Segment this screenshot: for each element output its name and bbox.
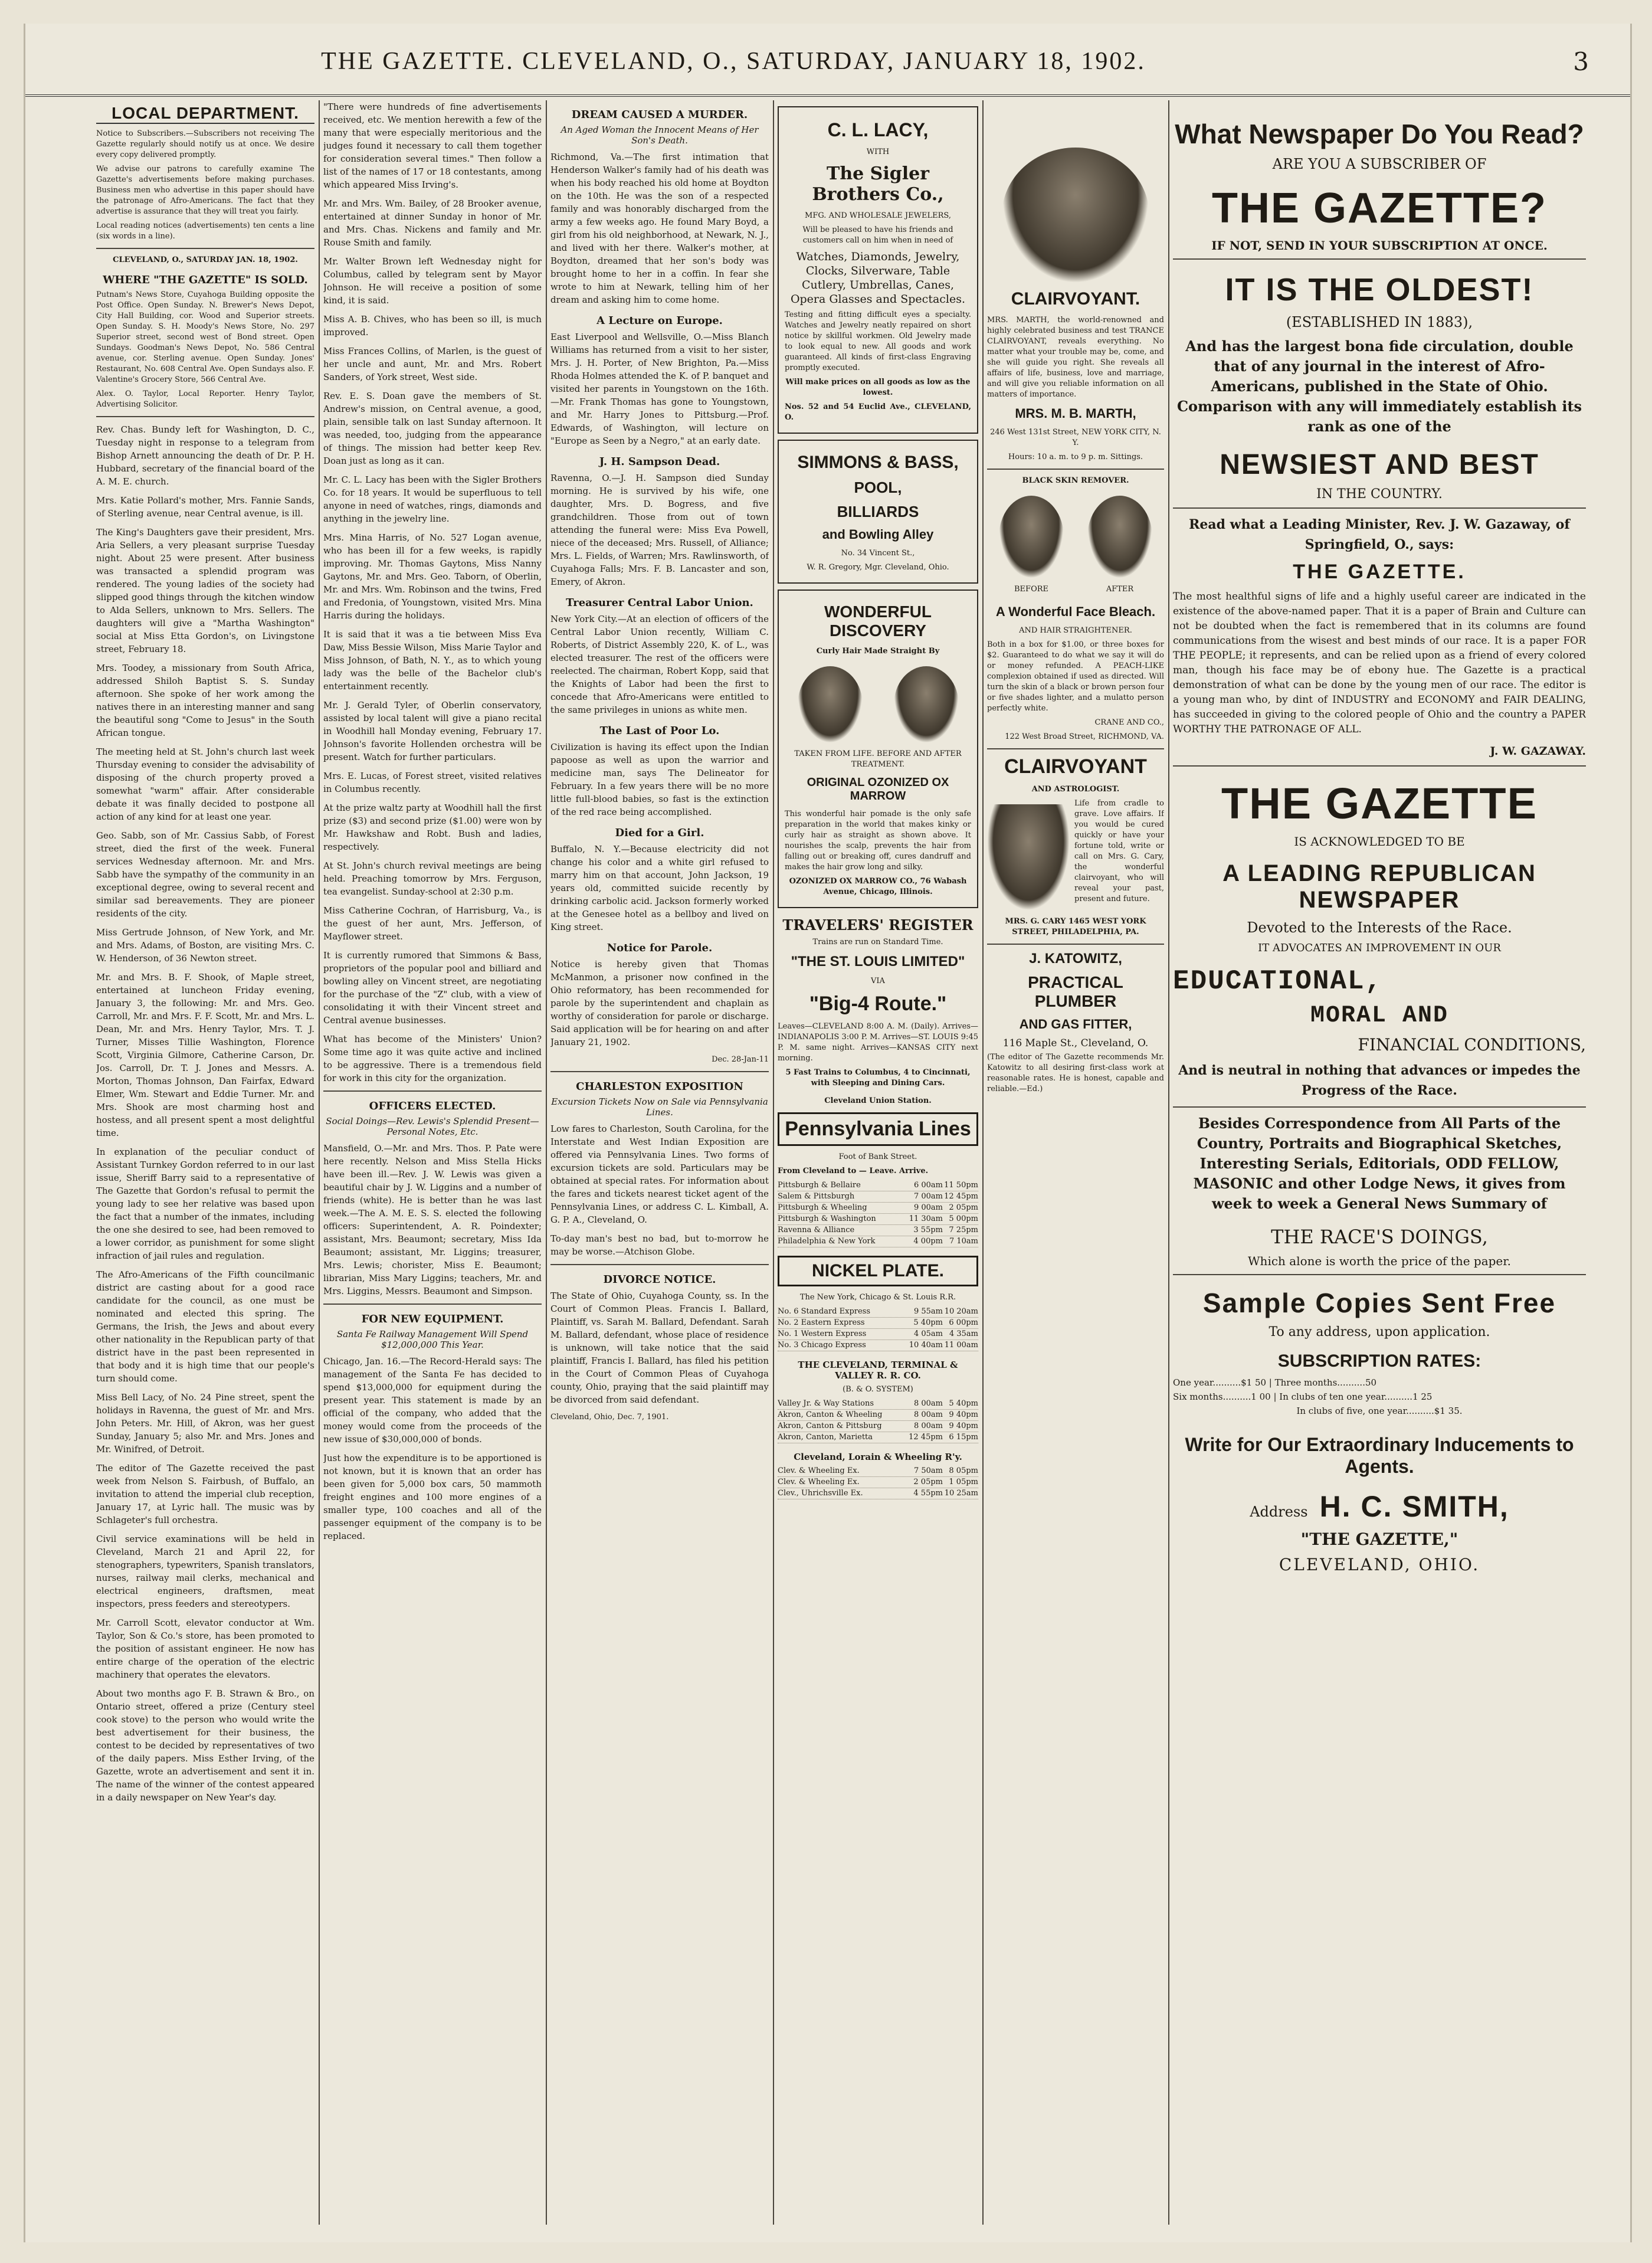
parole-signature: Dec. 28-Jan-11: [712, 1055, 769, 1064]
bleach-illustration: [987, 490, 1164, 598]
bleach-sub: AND HAIR STRAIGHTENER.: [1019, 626, 1132, 635]
timetable-dest: No. 1 Western Express: [778, 1329, 867, 1338]
timetable-leave: 8 00am: [913, 1399, 943, 1408]
timetable-leave: 4 00pm: [913, 1237, 943, 1246]
crane-company: CRANE AND CO.,: [1094, 718, 1164, 727]
news-item: Civilization is having its effect upon the Indian papoose as well as upon the warrior and medicine man, says The Delineator for February. In a few years there will be no more little full-blood babies, so fast is the extinction of the red race being accomplished.: [550, 742, 769, 817]
local-item: The editor of The Gazette received the past week from Nelson S. Fairbush, of Buffalo, an invitation to attend the imperial club reception, January 17, at Lyric hall. The music was by Schlageter's full orchestra.: [96, 1463, 314, 1525]
race-doings: THE RACE'S DOINGS,: [1271, 1226, 1488, 1248]
news-item: Mansfield, O.—Mr. and Mrs. Thos. P. Pate were here recently. Nelson and Miss Stella Hicks have been ill.—Rev. J. W. Lewis was given a beautiful chair by J. W. Liggins and a number of friends (white). He is better than he was last week.—The A. M. E. S. S. elected the following officers: Superintendent, A. R. Poindexter; assistant, Mrs. Beaumont; secretary, Miss Ida Beaumont; assistant, Mr. Liggins; treasurer, Mrs. Lewis; chorister, Miss E. Beaumont; librarian, Miss Mary Liggins; teachers, Mr. and Mrs. Liggins, Messrs. Beaumont and Simpson.: [323, 1143, 542, 1296]
timetable-arrive: 6 00pm: [949, 1318, 978, 1327]
write-agents: Write for Our Extraordinary Inducements to Agents.: [1185, 1434, 1574, 1477]
katowitz-address: 116 Maple St., Cleveland, O.: [1002, 1037, 1149, 1049]
masthead: [25, 24, 1630, 97]
local-item: Miss Bell Lacy, of No. 24 Pine street, spent the holidays in Ravenna, the guest of Mr. and Mrs. John Peters. Mr. Hill, of Akron, was her guest Sunday, January 5; also Mr. and Mrs. Jones and Mr. Winifred, of Detroit.: [96, 1392, 314, 1455]
news-item: The State of Ohio, Cuyahoga County, ss. In the Court of Common Pleas. Francis I. Ballard, Plaintiff, vs. Sarah M. Ballard, Defendant. Sarah M. Ballard, defendant, whose place of residence is unknown, will take notice that the said plaintiff, Francis I. Ballard, has filed his petition in the Court of Common Pleas of Cuyahoga county, Ohio, praying that the said plaintiff may be divorced from said defendant.: [550, 1291, 769, 1405]
timetable-row: [778, 1306, 978, 1318]
timetable-dest: No. 2 Eastern Express: [778, 1318, 865, 1327]
ozonized-ad: [778, 590, 978, 908]
lacy-ad: [778, 106, 978, 434]
column-rule: [1168, 100, 1169, 2225]
timetable-dest: Valley Jr. & Way Stations: [778, 1399, 874, 1408]
timetable-leave: 7 50am: [913, 1466, 943, 1475]
clairvoyant2-heading: CLAIRVOYANT: [1004, 755, 1147, 778]
lacy-with: WITH: [866, 148, 890, 156]
simmons-bass-ad: [778, 440, 978, 584]
timetable-arrive: 7 10am: [949, 1237, 978, 1246]
timetable-leave: 9 00am: [913, 1203, 943, 1212]
news-item: Mr. C. L. Lacy has been with the Sigler Brothers Co. for 18 years. It would be superfluous to tell anyone in need of watches, rings, diamonds and anything in the jewelry line.: [323, 474, 542, 524]
katowitz-name: J. KATOWITZ,: [1029, 951, 1122, 967]
in-the-country: IN THE COUNTRY.: [1316, 487, 1443, 502]
address-label: Address: [1250, 1504, 1308, 1520]
officers-heading: OFFICERS ELECTED.: [369, 1100, 496, 1112]
minister-signature: J. W. GAZAWAY.: [1490, 745, 1586, 758]
oldest-heading: IT IS THE OLDEST!: [1225, 272, 1534, 307]
travelers-heading: TRAVELERS' REGISTER: [782, 916, 974, 934]
timetable-row: [778, 1466, 978, 1477]
cary-name: MRS. G. CARY 1465 WEST YORK STREET, PHILADELPHIA, PA.: [1005, 917, 1146, 936]
educational: EDUCATIONAL,: [1173, 966, 1383, 997]
simmons-manager: W. R. Gregory, Mgr. Cleveland, Ohio.: [807, 563, 949, 572]
simmons-billiards: BILLIARDS: [837, 503, 919, 520]
timetable-arrive: 12 45pm: [944, 1192, 978, 1201]
news-item: Rev. E. S. Doan gave the members of St. Andrew's mission, on Central avenue, a good, plain, sensible talk on last Sunday afternoon. It was needed, too, judging from the appearance of things. The mission had better keep Rev. Doan just as long as it can.: [323, 391, 542, 466]
news-item: Mr. J. Gerald Tyler, of Oberlin conservatory, assisted by local talent will give a piano recital in Woodhill hall Monday evening, February 17. Johnson's favorite Hollenden orchestra will be present. Watch for further particulars.: [323, 700, 542, 762]
staff: Alex. O. Taylor, Local Reporter. Henry Taylor, Advertising Solicitor.: [96, 389, 314, 409]
exposition-heading: CHARLESTON EXPOSITION: [576, 1080, 743, 1093]
parole-heading: Notice for Parole.: [607, 942, 713, 954]
timetable-dest: Philadelphia & New York: [778, 1237, 876, 1246]
astrologist-illustration: [987, 804, 1070, 911]
lacy-text: Testing and fitting difficult eyes a specialty. Watches and Jewelry neatly repaired on short notice by skillful workmen. Old Jewelry made to look equal to new. All goods and work guaranteed. All kinds of first-class Engraving promptly executed.: [785, 310, 971, 372]
timetable-leave: 12 45pm: [909, 1433, 943, 1442]
moral: MORAL AND: [1310, 1003, 1449, 1029]
news-item: Notice is hereby given that Thomas McManmon, a prisoner now confined in the Ohio reformatory, has been recommended for parole by the superintendent and chaplain as worthy of consideration for parole or discharge. Said application will be for hearing on and after January 21, 1902.: [550, 959, 769, 1047]
news-item: Mrs. Mina Harris, of No. 527 Logan avenue, who has been ill for a few weeks, is rapidly improving. Mr. Thomas Gaytons, Miss Nanny Gaytons, Mr. and Mrs. Geo. Taborn, of Oberlin, Mr. and Mrs. Wm. Robinson and the twins, Fred and Fredonia, of Youngstown, visited Mrs. Mina Harris during the holidays.: [323, 532, 542, 621]
travelers-sub: Trains are run on Standard Time.: [812, 938, 943, 947]
established: (ESTABLISHED IN 1883),: [1286, 314, 1473, 330]
murder-heading: DREAM CAUSED A MURDER.: [571, 109, 748, 121]
where-sold-text: Putnam's News Store, Cuyahoga Building opposite the Post Office. Open Sunday. N. Brewer's News Depot, City Hall Building, cor. Wood and Superior streets. Open Sunday. S. H. Moody's News Store, No. 297 Superior street, second west of Bond street. Open Sundays. Goodman's News Depot, No. 586 Central avenue, cor. Sterling avenue. Open Sunday. Jones' Restaurant, No. 608 Central Ave. Open Sundays also. F. Valentine's Grocery Store, 566 Central Ave.: [96, 290, 314, 384]
timetable-row: [778, 1432, 978, 1443]
timetable-row: [778, 1203, 978, 1214]
news-item: At the prize waltz party at Woodhill hall the first prize ($3) and second prize ($1.00) were won by Mr. Hawkshaw and Robt. Bush and ladies, respectively.: [323, 803, 542, 852]
divorce-heading: DIVORCE NOTICE.: [603, 1273, 716, 1286]
clw-timetable: [778, 1466, 978, 1499]
lacy-address: Nos. 52 and 54 Euclid Ave., CLEVELAND, O.: [785, 402, 971, 422]
column-gazette-ad: [1173, 100, 1586, 2236]
local-item: Geo. Sabb, son of Mr. Cassius Sabb, of Forest street, died the first of the week. Funeral services Wednesday afternoon. Mr. and Mrs. Sabb have the sympathy of the community in an exceptional degree, owing to several recent and similar sad bereavements. They are pioneer residents of the city.: [96, 830, 314, 919]
rates-heading: SUBSCRIPTION RATES:: [1277, 1351, 1481, 1371]
newspaper-page: [24, 24, 1632, 2242]
lacy-company: The Sigler Brothers Co.,: [812, 163, 944, 205]
timetable-row: [778, 1214, 978, 1225]
local-item: Miss Gertrude Johnson, of New York, and Mr. and Mrs. Adams, of Boston, are visiting Mrs. C. W. Henderson, of 36 Newton street.: [96, 927, 314, 964]
timetable-dest: Clev. & Wheeling Ex.: [778, 1478, 860, 1486]
timetable-leave: 8 00am: [913, 1410, 943, 1419]
news-item: At St. John's church revival meetings are being held. Preaching tomorrow by Mrs. Ferguson, tea evangelist. Sunday-school at 2:30 p.m.: [323, 860, 542, 897]
local-item: The Afro-Americans of the Fifth councilmanic district are casting about for a good race candidate for the council, as one must be nominated and elected this spring. The Germans, the Irish, the Jews and about every other nationality in the Republican party of that district have in the past been represented in that body and it is high time that our people's turn should come.: [96, 1269, 314, 1384]
penn-timetable: [778, 1180, 978, 1247]
timetable-arrive: 10 25am: [944, 1489, 978, 1498]
column-ads-left: [778, 100, 978, 2236]
penn-station: Cleveland Union Station.: [824, 1096, 932, 1105]
ozonized-company: OZONIZED OX MARROW CO., 76 Wabash Avenue, Chicago, Illinois.: [789, 877, 967, 896]
penn-sub: Foot of Bank Street.: [838, 1152, 917, 1161]
local-item: Mrs. Toodey, a missionary from South Africa, addressed Shiloh Baptist S. S. Sunday afternoon. She spoke of her work among the natives there in an interesting manner and sang the beautiful song "Come to Jesus" in the South African tongue.: [96, 663, 314, 738]
republican-newspaper: A LEADING REPUBLICAN NEWSPAPER: [1222, 860, 1536, 913]
timetable-row: [778, 1180, 978, 1191]
timetable-dest: Akron, Canton & Pittsburg: [778, 1422, 882, 1430]
local-item: About two months ago F. B. Strawn & Bro., on Ontario street, offered a prize (Century steel cook stove) to the person who would write the best advertisement for their business, the contest to be decided by representatives of two of the daily papers. Miss Esther Irving, of the Gazette, wrote an advertisement and sent it in. The name of the winner of the contest appeared in a daily newspaper on New Year's day.: [96, 1688, 314, 1803]
timetable-leave: 3 55pm: [913, 1226, 943, 1234]
local-item: Rev. Chas. Bundy left for Washington, D. C., Tuesday night in response to a telegram from Bishop Arnett announcing the death of Dr. P. H. Hubbard, secretary of the financial board of the A. M. E. church.: [96, 424, 314, 487]
st-louis-limited: "THE ST. LOUIS LIMITED": [791, 954, 965, 970]
lacy-name: C. L. LACY,: [827, 119, 929, 140]
pennsylvania-lines-logo: Pennsylvania Lines: [778, 1112, 978, 1146]
timetable-row: [778, 1236, 978, 1247]
timetable-leave: 11 30am: [909, 1214, 943, 1223]
local-item: Mr. and Mrs. B. F. Shook, of Maple street, entertained at luncheon Friday evening, January 3, the following: Mr. and Mrs. Geo. Carroll, Mr. and Mrs. F. F. Scott, Mr. and Mrs. L. Dean, Mr. and Mrs. Henry Taylor, Mrs. T. J. Turner, Misses Tillie Washington, Florence Scott, Virginia Gilmore, Catherine Carson, Dr. Jos. Carroll, Dr. T. J. Jones and Messrs. A. Morton, Thomas Johnson, Dan Fairfax, Edward Elmer, Wm. Stewart and Eddie Turner. Mr. and Mrs. Shook are most charming host and hostess, and all present spent a most delightful time.: [96, 972, 314, 1138]
acknowledged: IS ACKNOWLEDGED TO BE: [1294, 834, 1465, 849]
news-item: Mr. and Mrs. Wm. Bailey, of 28 Brooker avenue, entertained at dinner Sunday in honor of Mr. and Mrs. Chas. Nickens and family and Mr. Rouse Smith and family.: [323, 198, 542, 248]
timetable-dest: Clev. & Wheeling Ex.: [778, 1466, 860, 1475]
column-rule: [546, 100, 547, 2225]
news-item: It is currently rumored that Simmons & Bass, proprietors of the popular pool and billiard and bowling alley on Vincent street, are negotiating for the purchase of the "Z" club, with a view of consolidating it with their Vincent street and Central avenue businesses.: [323, 950, 542, 1026]
any-address: To any address, upon application.: [1268, 1325, 1490, 1340]
timetable-leave: 5 40pm: [913, 1318, 943, 1327]
news-item: What has become of the Ministers' Union? Some time ago it was quite active and inclined to be aggressive. There is a tremendous field for work in this city for the organization.: [323, 1034, 542, 1083]
timetable-arrive: 10 20am: [944, 1307, 978, 1316]
timetable-leave: 7 00am: [913, 1192, 943, 1201]
subscriber-question: ARE YOU A SUBSCRIBER OF: [1272, 156, 1487, 172]
news-item: New York City.—At an election of officers of the Central Labor Union recently, William C. Roberts, of District Assembly 220, K. of L., was elected treasurer. The rest of the officers were reelected. The chairman, Robert Kopp, said that the Knights of Labor had been the first to concede that Afro-Americans were entitled to the same privileges in unions as white men.: [550, 614, 769, 715]
equipment-subheading: Santa Fe Railway Management Will Spend $12,000,000 This Year.: [336, 1329, 529, 1350]
newsiest-best: NEWSIEST AND BEST: [1220, 449, 1539, 480]
girl-heading: Died for a Girl.: [615, 827, 704, 839]
gazette-big-title: THE GAZETTE: [1221, 779, 1538, 828]
address-name: H. C. SMITH,: [1319, 1490, 1509, 1523]
bleach-text: Both in a box for $1.00, or three boxes for $2. Guaranteed to do what we say it will do or money refunded. A PEACH-LIKE complexion obtained if used as directed. Will turn the skin of a black or brown person four or five shades lighter, and a mulatto person perfectly white.: [987, 640, 1164, 713]
column-rule: [319, 100, 320, 2225]
timetable-row: [778, 1399, 978, 1410]
gazette-question: THE GAZETTE?: [1212, 185, 1547, 232]
local-item: Civil service examinations will be held in Cleveland, March 21 and April 22, for stenographers, typewriters, Spanish translators, nurses, railway mail clerks, mechanical and electrical engineers, draftsmen, meat inspectors, press feeders and stereotypers.: [96, 1534, 314, 1609]
worth-price: Which alone is worth the price of the paper.: [1248, 1254, 1511, 1268]
what-newspaper: What Newspaper Do You Read?: [1175, 119, 1584, 149]
minister-intro: Read what a Leading Minister, Rev. J. W. Gazaway, of Springfield, O., says:: [1189, 517, 1570, 552]
timetable-arrive: 9 40pm: [949, 1422, 978, 1430]
local-department-heading: LOCAL DEPARTMENT.: [96, 104, 314, 124]
divorce-signature: Cleveland, Ohio, Dec. 7, 1901.: [550, 1413, 669, 1422]
neutral: And is neutral in nothing that advances or impedes the Progress of the Race.: [1178, 1063, 1581, 1098]
advocates: IT ADVOCATES AN IMPROVEMENT IN OUR: [1258, 942, 1501, 954]
timetable-leave: 4 55pm: [913, 1489, 943, 1498]
where-sold-heading: WHERE "THE GAZETTE" IS SOLD.: [103, 274, 308, 286]
local-notices: Local reading notices (advertisements) ten cents a line (six words in a line).: [96, 221, 314, 241]
wonderful-caption: TAKEN FROM LIFE. BEFORE AND AFTER TREATMENT.: [794, 749, 962, 769]
before-after-illustration: [785, 660, 971, 749]
via-label: VIA: [871, 977, 885, 985]
local-item: In explanation of the peculiar conduct of Assistant Turnkey Gordon referred to in our last issue, Sheriff Barry said to a representative of The Gazette that Gordon's refusal to permit the young lady to see her relative was based upon the fact that a number of the inmates, including the one she desired to see, had been removed to a lower corridor, as punishment for some slight infraction of jail rules and regulation.: [96, 1147, 314, 1261]
timetable-row: [778, 1410, 978, 1421]
cary-text: Life from cradle to grave. Love affairs. If you would be cured quickly or have your fortune told, write or call on Mrs. G. Cary, the wonderful clairvoyant, who will reveal your past, present and future.: [1074, 799, 1164, 903]
penn-table-head: From Cleveland to — Leave. Arrive.: [778, 1167, 929, 1175]
news-item: Mrs. E. Lucas, of Forest street, visited relatives in Columbus recently.: [323, 771, 542, 794]
lecture-heading: A Lecture on Europe.: [596, 315, 723, 327]
timetable-row: [778, 1329, 978, 1340]
ozonized-title: ORIGINAL OZONIZED OX MARROW: [807, 776, 949, 803]
timetable-leave: 4 05am: [913, 1329, 943, 1338]
simmons-address: No. 34 Vincent St.,: [841, 549, 915, 558]
timetable-dest: Ravenna & Alliance: [778, 1226, 855, 1234]
timetable-dest: Pittsburgh & Washington: [778, 1214, 876, 1223]
plumber-heading: PRACTICAL PLUMBER: [1028, 973, 1123, 1010]
officers-subheading: Social Doings—Rev. Lewis's Splendid Present—Personal Notes, Etc.: [326, 1116, 539, 1137]
sample-copies: Sample Copies Sent Free: [1202, 1288, 1556, 1318]
sampson-heading: J. H. Sampson Dead.: [599, 456, 720, 468]
poor-lo-heading: The Last of Poor Lo.: [599, 725, 720, 737]
timetable-arrive: 9 40pm: [949, 1410, 978, 1419]
portrait-before: [798, 666, 863, 743]
timetable-dest: Pittsburgh & Bellaire: [778, 1181, 861, 1190]
circulation: And has the largest bona fide circulation, double that of any journal in the interest of Afro-Americans, published in the State of Ohio. Comparison with any will immediately establish its rank as one of the: [1176, 338, 1582, 435]
nickel-plate-logo: NICKEL PLATE.: [778, 1256, 978, 1286]
wonderful-heading: WONDERFUL DISCOVERY: [824, 602, 932, 640]
timetable-arrive: 11 50pm: [944, 1181, 978, 1190]
timetable-row: [778, 1318, 978, 1329]
timetable-row: [778, 1421, 978, 1432]
news-item: Richmond, Va.—The first intimation that Henderson Walker's family had of his death was when his body reached his old home at Boydton on the 10th. He was the son of a respected family and was honorably discharged from the army a few weeks ago. He found Mary Boyd, a girl from his old neighborhood, at Newark, N. J., and lived with her there. Walker's mother, at Boydton, dreamed that her son's body was brought home to her in a coffin. In fear she wrote to him at Newark, telling him of her dream and asking him to come home.: [550, 152, 769, 305]
clairvoyant-portrait: [1002, 148, 1149, 283]
news-item: Miss Catherine Cochran, of Harrisburg, Va., is the guest of her aunt, Mrs. Jefferson, of Mayflower street.: [323, 905, 542, 942]
simmons-bowling: and Bowling Alley: [822, 527, 934, 542]
astrologist-heading: AND ASTROLOGIST.: [1031, 785, 1120, 794]
ctv-heading: THE CLEVELAND, TERMINAL & VALLEY R. R. CO.: [798, 1360, 958, 1381]
timetable-dest: Salem & Pittsburgh: [778, 1192, 855, 1201]
rates-row: One year..........$1 50 | Three months..........50: [1173, 1377, 1377, 1388]
ctv-sub: (B. & O. SYSTEM): [843, 1385, 913, 1394]
news-item: To-day man's best no bad, but to-morrow he may be worse.—Atchison Globe.: [550, 1233, 769, 1257]
timetable-leave: 2 05pm: [913, 1478, 943, 1486]
column-local-department: [96, 100, 314, 2236]
big-four-route: "Big-4 Route.": [809, 993, 947, 1015]
send-subscription: IF NOT, SEND IN YOUR SUBSCRIPTION AT ONCE.: [1211, 238, 1548, 253]
news-item: Miss A. B. Chives, who has been so ill, is much improved.: [323, 314, 542, 338]
fast-trains: 5 Fast Trains to Columbus, 4 to Cincinnati, with Sleeping and Dining Cars.: [785, 1068, 971, 1088]
marth-name: MRS. M. B. MARTH,: [1015, 406, 1136, 421]
marth-hours: Hours: 10 a. m. to 9 p. m. Sittings.: [1008, 453, 1143, 461]
news-item: Mr. Walter Brown left Wednesday night for Columbus, called by telegram sent by Mayor Johnson. He will receive a position of some kind, it is said.: [323, 256, 542, 306]
timetable-arrive: 5 40pm: [949, 1399, 978, 1408]
simmons-name: SIMMONS & BASS,: [797, 453, 959, 472]
column-two: [323, 100, 542, 2236]
local-item: The meeting held at St. John's church last week Thursday evening to consider the advisability of disposing of the church property proved a somewhat "warm" affair. After considerable debate it was finally decided to postpone all action of any kind for at least one year.: [96, 746, 314, 822]
news-item: Just how the expenditure is to be apportioned is not known, but it is known that an order has been given for 5,000 box cars, 50 mammoth freight engines and 100 more engines of a smaller type, 100 coaches and all of the passenger equipment of the company is to be replaced.: [323, 1453, 542, 1541]
portrait-after: [894, 666, 959, 743]
lacy-sub: MFG. AND WHOLESALE JEWELERS,: [805, 211, 951, 220]
timetable-row: [778, 1488, 978, 1499]
address-paper: "THE GAZETTE,": [1300, 1530, 1458, 1549]
ctv-timetable: [778, 1399, 978, 1443]
wonderful-sub: Curly Hair Made Straight By: [816, 647, 940, 656]
ozonized-text: This wonderful hair pomade is the only safe preparation in the world that makes kinky or curly hair as straight as shown above. It nourishes the scalp, prevents the hair from falling out or breaking off, cures dandruff and makes the hair grow long and silky.: [785, 810, 971, 872]
financial: FINANCIAL CONDITIONS,: [1358, 1035, 1586, 1054]
news-item: Miss Frances Collins, of Marlen, is the guest of her uncle and aunt, Mr. and Mrs. Robert Sanders, of York street, West side.: [323, 346, 542, 382]
timetable-arrive: 4 35am: [949, 1329, 978, 1338]
column-rule: [773, 100, 774, 2225]
notice-subscribers: Notice to Subscribers.—Subscribers not receiving The Gazette regularly should notify us at once. We desire every copy delivered promptly.: [96, 129, 314, 159]
timetable-dest: Pittsburgh & Wheeling: [778, 1203, 867, 1212]
timetable-arrive: 8 05pm: [949, 1466, 978, 1475]
portrait-before: [999, 496, 1064, 578]
timetable-arrive: 11 00am: [944, 1341, 978, 1350]
timetable-leave: 10 40am: [909, 1341, 943, 1350]
labor-heading: Treasurer Central Labor Union.: [566, 597, 753, 609]
timetable-leave: 9 55am: [913, 1307, 943, 1316]
timetable-dest: No. 3 Chicago Express: [778, 1341, 866, 1350]
equipment-heading: FOR NEW EQUIPMENT.: [361, 1313, 504, 1325]
news-item: "There were hundreds of fine advertisements received, etc. We mention herewith a few of the many that were especially meritorious and the judges found it necessary to call them together for consideration several times." Then follow a list of the names of 17 or 18 contestants, among which appeared Miss Irving's.: [323, 101, 542, 190]
column-rule: [982, 100, 984, 2225]
timetable-row: [778, 1340, 978, 1351]
address-city: CLEVELAND, OHIO.: [1279, 1555, 1480, 1574]
timetable-dest: Akron, Canton & Wheeling: [778, 1410, 883, 1419]
murder-subheading: An Aged Woman the Innocent Means of Her Son's Death.: [560, 125, 759, 146]
timetable-leave: 8 00am: [913, 1422, 943, 1430]
portrait-after: [1087, 496, 1152, 578]
simmons-pool: POOL,: [854, 479, 902, 496]
news-item: Buffalo, N. Y.—Because electricity did not change his color and a white girl refused to marry him on that account, John Jackson, 19 years old, committed suicide recently by drinking carbolic acid. Jackson formerly worked at the Genesee hotel as a bellboy and lived on King street.: [550, 844, 769, 932]
bleach-title: A Wonderful Face Bleach.: [995, 604, 1156, 619]
news-item: East Liverpool and Wellsville, O.—Miss Blanch Williams has returned from a visit to her sister, Mrs. J. H. Porter, of New Brighton, Pa.—Miss Rhoda Holmes attended the K. of P. banquet and visited her parents in Youngstown on the 16th.—Mr. Frank Thomas has gone to Youngstown, and Mr. Harry Jones to Pittsburg.—Prof. Edwards, of Washington, will lecture on "Europe as Seen by a Negro," at an early date.: [550, 332, 769, 446]
local-item: Mrs. Katie Pollard's mother, Mrs. Fannie Sands, of Sterling avenue, near Central avenue, is ill.: [96, 495, 314, 519]
news-item: Chicago, Jan. 16.—The Record-Herald says: The management of the Santa Fe has decided to spend $13,000,000 for equipment during the present year. This statement is made by an official of the company, who added that the money would come from the proceeds of the new issue of $30,000,000 of bonds.: [323, 1356, 542, 1445]
timetable-dest: No. 6 Standard Express: [778, 1307, 871, 1316]
timetable-dest: Akron, Canton, Marietta: [778, 1433, 873, 1442]
marth-address: 246 West 131st Street, NEW YORK CITY, N. Y.: [990, 428, 1161, 447]
before-label: BEFORE: [1014, 585, 1048, 594]
lacy-goods: Watches, Diamonds, Jewelry, Clocks, Silverware, Table Cutlery, Umbrellas, Canes, Opera Glasses and Spectacles.: [790, 250, 966, 306]
news-item: Low fares to Charleston, South Carolina, for the Interstate and West Indian Exposition are offered via Pennsylvania Lines. Two forms of excursion tickets are sold. Particulars may be obtained at special rates. For information about the fares and tickets nearest ticket agent of the Pennsylvania Lines, or address C. L. Kimball, A. G. P. A., Cleveland, O.: [550, 1124, 769, 1225]
timetable-dest: Clev., Uhrichsville Ex.: [778, 1489, 863, 1498]
local-item: Mr. Carroll Scott, elevator conductor at Wm. Taylor, Son & Co.'s store, has been promoted to the position of assistant engineer. He now has entire charge of the operation of the electric machinery that operates the elevators.: [96, 1617, 314, 1680]
timetable-arrive: 6 15pm: [949, 1433, 978, 1442]
timetable-arrive: 1 05pm: [949, 1478, 978, 1486]
devoted: Devoted to the Interests of the Race.: [1247, 919, 1512, 936]
clairvoyant-heading: CLAIRVOYANT.: [1011, 289, 1140, 309]
after-label: AFTER: [1106, 585, 1134, 594]
page-number: 3: [1573, 47, 1589, 76]
column-three: [550, 100, 769, 2236]
local-item: The King's Daughters gave their president, Mrs. Aria Sellers, a very pleasant surprise Tuesday night. About 25 were present. After business was transacted a splendid program was rendered. The young ladies of the society had slipped good things through the kitchen window to Alda Sellers, unknown to Mrs. Sellers. The daughters will give a "Martha Washington" social at Miss Etta Gordon's, on Livingstone street, February 18.: [96, 527, 314, 654]
masthead-title: THE GAZETTE. CLEVELAND, O., SATURDAY, JANUARY 18, 1902.: [321, 48, 1146, 75]
timetable-arrive: 7 25pm: [949, 1226, 978, 1234]
rates-row: Six months..........1 00 | In clubs of ten one year..........1 25: [1173, 1391, 1433, 1402]
katowitz-note: (The editor of The Gazette recommends Mr. Katowitz to all desiring first-class work at reasonable rates. He is honest, capable and reliable.—Ed.): [987, 1053, 1164, 1093]
besides: Besides Correspondence from All Parts of the Country, Portraits and Biographical Sketches, Interesting Serials, Editorials, ODD FELLOW, MASONIC and other Lodge News, it gives from week to week a General News Summary of: [1193, 1115, 1566, 1212]
timetable-row: [778, 1225, 978, 1236]
exposition-subheading: Excursion Tickets Now on Sale via Pennsylvania Lines.: [551, 1096, 768, 1118]
nickel-timetable: [778, 1306, 978, 1351]
timetable-row: [778, 1191, 978, 1203]
rates-row: In clubs of five, one year..........$1 35.: [1296, 1406, 1463, 1416]
column-ads-middle: [987, 100, 1164, 2236]
timetable-leave: 6 00am: [913, 1181, 943, 1190]
nickel-plate-sub: The New York, Chicago & St. Louis R.R.: [799, 1293, 956, 1302]
clw-heading: Cleveland, Lorain & Wheeling R'y.: [794, 1452, 962, 1462]
news-item: Ravenna, O.—J. H. Sampson died Sunday morning. He is survived by his wife, one daughter, Mrs. D. Bogress, and five grandchildren. Those from out of town attending the funeral were: Miss Eva Powell, niece of the deceased; Mrs. Russell, of Alliance; Mrs. L. Fields, of Warren; Mrs. Rawlinsworth, of Cuyahoga Falls; Mrs. F. B. Lancaster and son, Emery, of Akron.: [550, 473, 769, 587]
news-item: It is said that it was a tie between Miss Eva Daw, Miss Bessie Wilson, Miss Marie Taylor and Miss Johnson, of Bath, N. Y., as to which young lady was the belle of the Bachelor club's entertainment recently.: [323, 629, 542, 692]
bleach-heading: BLACK SKIN REMOVER.: [1022, 476, 1129, 485]
advise-patrons: We advise our patrons to carefully examine The Gazette's advertisements before making purchases. Business men who advertise in this paper should have the patronage of Afro-Americans. The fact that they advertise is assurance that they will treat you fairly.: [96, 165, 314, 216]
lacy-prices: Will make prices on all goods as low as the lowest.: [785, 378, 971, 397]
crane-address: 122 West Broad Street, RICHMOND, VA.: [1005, 732, 1164, 741]
timetable-row: [778, 1477, 978, 1488]
gas-heading: AND GAS FITTER,: [1019, 1017, 1132, 1031]
dateline: CLEVELAND, O., SATURDAY JAN. 18, 1902.: [113, 256, 298, 264]
lacy-pleased: Will be pleased to have his friends and customers call on him when in need of: [802, 225, 953, 245]
minister-quote: The most healthful signs of life and a highly useful career are indicated in the existence of the above-named paper. That it is a paper of Brain and Culture can not be doubted when the fact is remembered that in its columns are found communications from the wisest and best minds of our race. It is a paper FOR THE PEOPLE; it represents, and can be relied upon as a friend of every colored man, though his face may be of ebony hue. The Gazette is a practical demonstration of what can be done by the young men of our race. The editor is a young man who, by dint of INDUSTRY and ECONOMY and FAIR DEALING, has succeeded in giving to the colored people of Ohio and the country a PAPER WORTHY THE PATRONAGE OF ALL.: [1173, 591, 1586, 735]
marth-text: MRS. MARTH, the world-renowned and highly celebrated business and test TRANCE CLAIRVOYANT, reveals everything. No matter what your trouble may be, come, and she will guide you right. She reveals all affairs of life, business, love and marriage, and will give you reliable information on all matters of importance.: [987, 316, 1164, 399]
big-four-text: Leaves—CLEVELAND 8:00 A. M. (Daily). Arrives—INDIANAPOLIS 3:00 P. M. Arrives—ST. LOUIS 9:45 P. M. same night. Arrives—KANSAS CITY next morning.: [778, 1022, 978, 1063]
gazette-small-title: THE GAZETTE.: [1293, 561, 1466, 583]
timetable-arrive: 5 00pm: [949, 1214, 978, 1223]
timetable-arrive: 2 05pm: [949, 1203, 978, 1212]
